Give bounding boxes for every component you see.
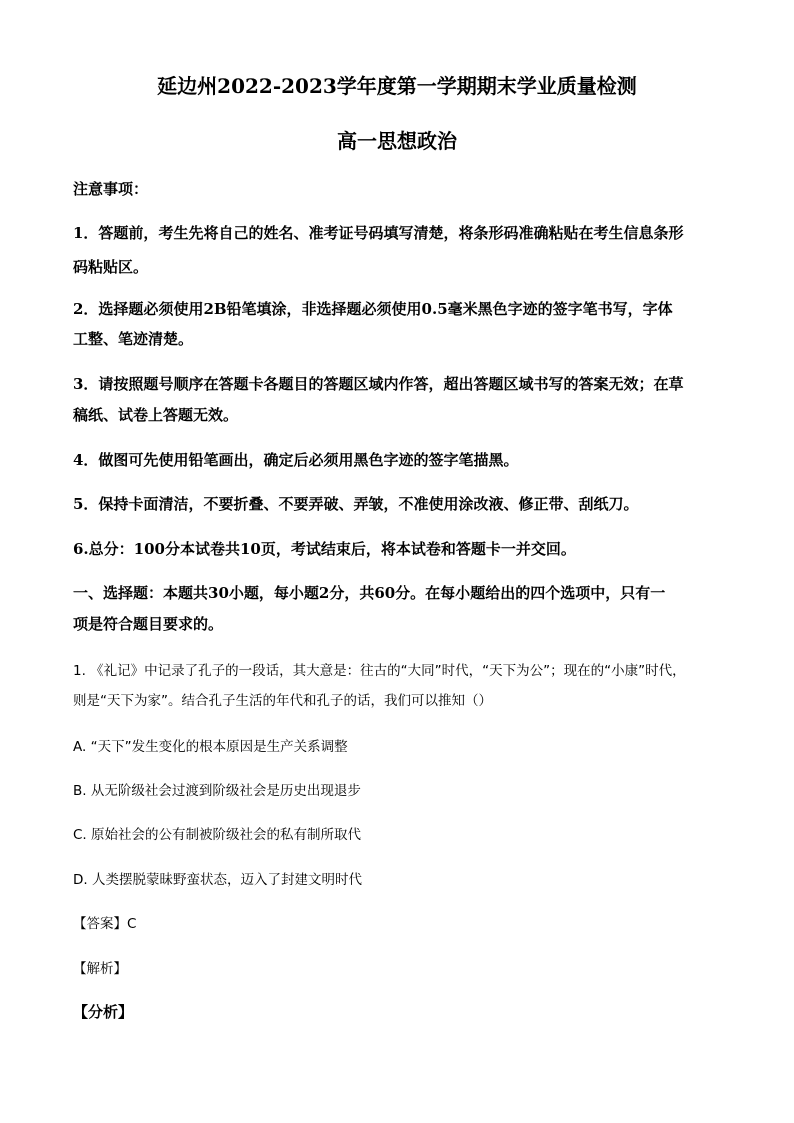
analysis-label: 【解析】	[73, 961, 127, 977]
answer-label: 【答案】C	[73, 916, 137, 932]
question-1-option-c: C. 原始社会的公有制被阶级社会的私有制所取代	[73, 827, 362, 843]
question-1-option-a: A. “天下”发生变化的根本原因是生产关系调整	[73, 739, 348, 755]
notice-item-1-line-1: 1．答题前，考生先将自己的姓名、准考证号码填写清楚，将条形码准确粘贴在考生信息条形	[73, 224, 684, 242]
notice-item-3-line-2: 稿纸、试卷上答题无效。	[73, 406, 239, 424]
question-1-stem-line-1: 1. 《礼记》中记录了孔子的一段话，其大意是：往古的“大同”时代，“天下为公”；现在的“小康”时代，	[73, 663, 686, 679]
question-1-stem-line-2: 则是“天下为家”。结合孔子生活的年代和孔子的话，我们可以推知（）	[73, 693, 492, 709]
section-heading-line-2: 项是符合题目要求的。	[73, 615, 224, 633]
notice-item-1-line-2: 码粘贴区。	[73, 258, 149, 276]
notice-item-5: 5．保持卡面清洁，不要折叠、不要弄破、弄皱，不准使用涂改液、修正带、刮纸刀。	[73, 495, 639, 513]
notice-item-2-line-2: 工整、笔迹清楚。	[73, 330, 194, 348]
section-heading-line-1: 一、选择题：本题共30小题，每小题2分，共60分。在每小题给出的四个选项中，只有一	[73, 584, 666, 602]
exam-subject: 高一思想政治	[337, 129, 457, 153]
notice-label: 注意事项：	[73, 180, 149, 198]
exam-title: 延边州2022-2023学年度第一学期期末学业质量检测	[157, 74, 637, 98]
notice-item-2-line-1: 2．选择题必须使用2B铅笔填涂，非选择题必须使用0.5毫米黑色字迹的签字笔书写，字体	[73, 300, 673, 318]
notice-item-3-line-1: 3．请按照题号顺序在答题卡各题目的答题区域内作答，超出答题区域书写的答案无效；在草	[73, 375, 684, 393]
question-1-option-b: B. 从无阶级社会过渡到阶级社会是历史出现退步	[73, 783, 361, 799]
fenxi-label: 【分析】	[73, 1003, 134, 1021]
question-1-option-d: D. 人类摆脱蒙昧野蛮状态，迈入了封建文明时代	[73, 872, 362, 888]
notice-item-4: 4．做图可先使用铅笔画出，确定后必须用黑色字迹的签字笔描黑。	[73, 451, 519, 469]
notice-item-6: 6.总分：100分本试卷共10页，考试结束后，将本试卷和答题卡一并交回。	[73, 540, 576, 558]
